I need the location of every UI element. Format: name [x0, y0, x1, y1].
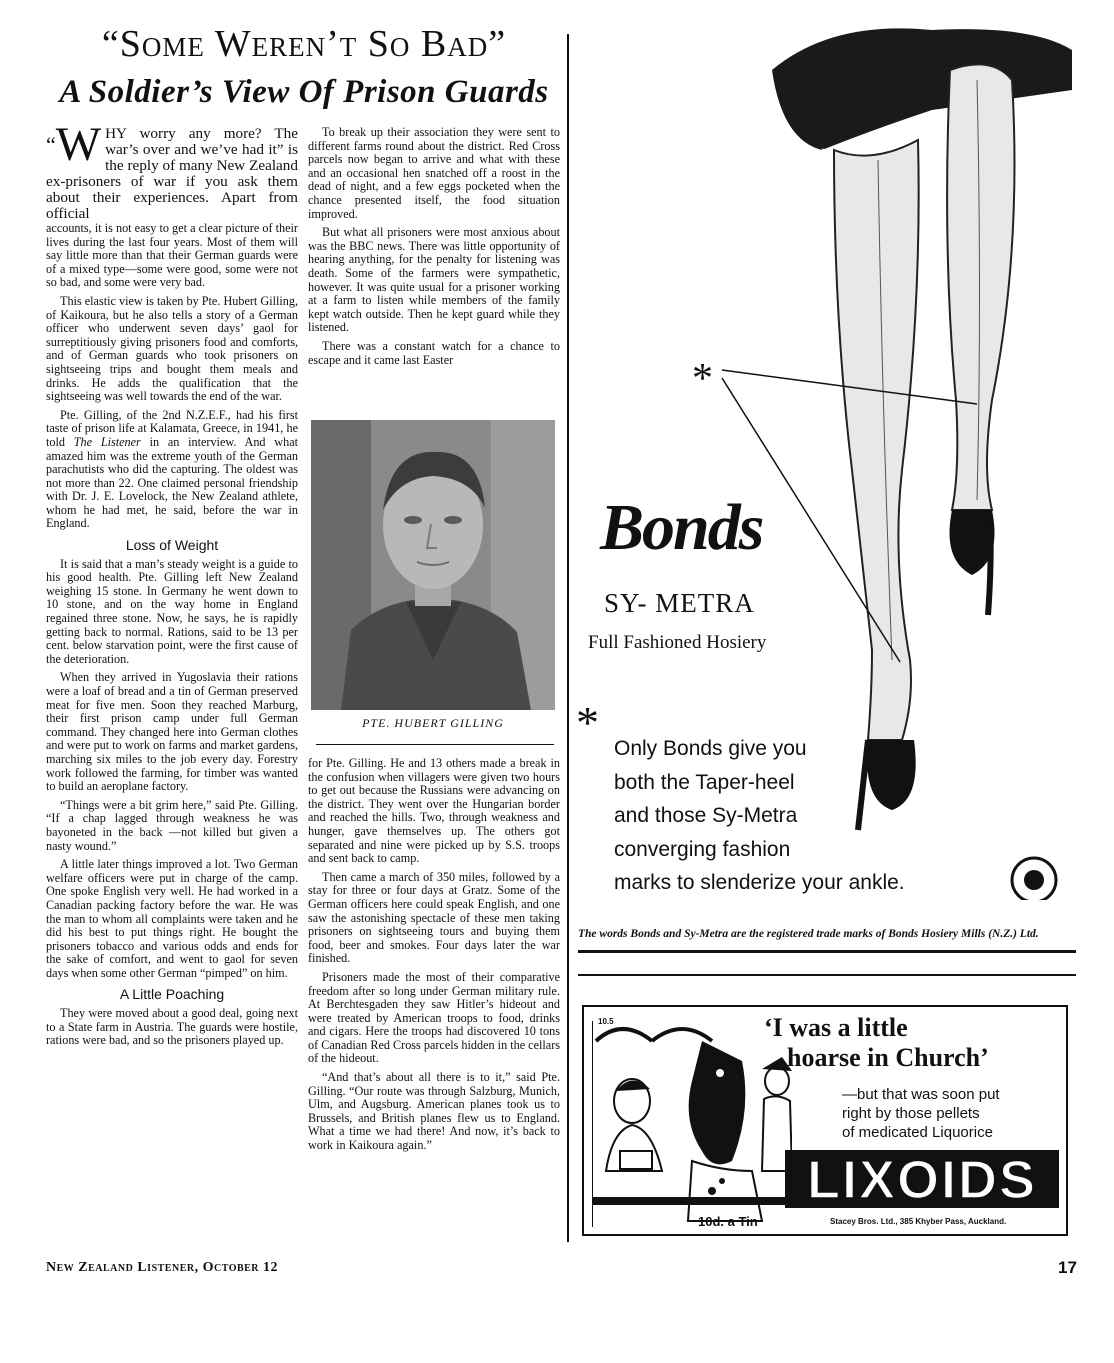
bonds-copy-line: marks to slenderize your ankle.	[614, 871, 905, 894]
lixoids-subtext-line: —but that was soon put	[842, 1086, 1000, 1103]
lixoids-subtext	[842, 1085, 1000, 1142]
paragraph: There was a constant watch for a chance to escape and it came last Easter	[308, 338, 560, 367]
bonds-copy-line: and those Sy-Metra	[614, 804, 798, 827]
lixoids-code: 10.5	[598, 1017, 614, 1026]
photo-caption: PTE. HUBERT GILLING	[362, 716, 504, 730]
portrait-photo	[311, 420, 555, 710]
section-heading: Loss of Weight	[125, 537, 219, 554]
paragraph: Prisoners made the most of their comparative freedom after so long under German military rule. At Berchtesgaden they saw Hitler’s hideout and were treated by American troops to food, drinks and cigars. Here the troops had discovered 10 tons of Canadian Red Cross parcels hidden in the cellars of the hideout.	[308, 969, 560, 1066]
lixoids-advertisement	[582, 1005, 1068, 1236]
article-column-2-top	[308, 126, 560, 372]
bonds-tagline: Full Fashioned Hosiery	[588, 632, 767, 653]
divider	[578, 974, 1076, 976]
lead-text: HY worry any more? The war’s over and we’ve had it” is the reply of many New Zealand ex-prisoners of war if you ask them about their experiences. Apart from official	[46, 125, 298, 222]
paragraph: When they arrived in Yugoslavia their rations were a loaf of bread and a tin of German preserved meat for five men. Soon they reached Marburg, their first prison camp under full German command. They changed here into German clothes and were put to work on farms and market gardens, marching six miles to the job every day. Forestry work followed the farming, for timber was wanted to build an aeroplane factory.	[46, 670, 298, 794]
bonds-copy	[614, 732, 905, 900]
bonds-advertisement	[572, 0, 1090, 975]
asterisk-icon: *	[692, 356, 713, 402]
lixoids-logo	[784, 1149, 1060, 1209]
paragraph: Then came a march of 350 miles, followed by a stay for three or four days at Gratz. Some of the German officers here could speak English, and one saw the astonishing spectacle of these men taking prisoners on sightseeing tours and buying them food, beer and smokes. Four days later the war finished.	[308, 869, 560, 966]
paragraph: They were moved about a good deal, going next to a State farm in Austria. The guards were hostile, rations were bad, and so the prisoners played up.	[46, 1006, 298, 1048]
bonds-copy-line: Only Bonds give you	[614, 737, 807, 760]
page-footer-publication: New Zealand Listener, October 12	[46, 1260, 279, 1275]
article-headline: “Some Weren’t So Bad”	[101, 23, 507, 65]
lixoids-brand: LIXOIDS	[806, 1150, 1038, 1209]
article-column-2-bottom	[308, 757, 560, 1158]
paragraph: A little later things improved a lot. Two German welfare officers were put in charge of the camp. One spoke English very well. He had worked in a Canadian packing factory before the war. He was the man to whom all complaints were taken and he did his best to put things right. He bought the prisoners tobacco and various odds and ends for the sake of comfort, and went to gaol for seven days when some other German “pimped” on him.	[46, 857, 298, 980]
lixoids-subtext-line: of medicated Liquorice	[842, 1124, 993, 1141]
lixoids-headline-1: ‘I was a little	[764, 1013, 908, 1042]
publication-name: The Listener	[73, 434, 141, 449]
paragraph-text: Pte. Gilling, of the 2nd N.Z.E.F., had his first taste of prison life at Kalamata, Greece, in 1941, he told	[46, 407, 298, 449]
paragraph: accounts, it is not easy to get a clear picture of their lives during the last four years. Most of them will say little more than that their German guards were of a mixed type—some were good, some were not so bad, and some were very bad.	[46, 221, 298, 290]
paragraph: for Pte. Gilling. He and 13 others made a break in the confusion when villagers were given two hours to get out because the Russians were advancing on the district. They went over the Hungarian border and reached the hills. Two, through weakness and hunger, gave themselves up. The others got separated and nine were picked up by S.S. troops and sent back to camp.	[308, 756, 560, 866]
lixoids-maker: Stacey Bros. Ltd., 385 Khyber Pass, Auckland.	[830, 1217, 1007, 1226]
paragraph: To break up their association they were sent to different farms round about the district. Red Cross parcels now began to arrive and what with these and an occasional hen snatched off a roost in the dead of night, and a few eggs pocketed when the chance presented itself, the food situation improved.	[308, 125, 560, 221]
lixoids-price: 10d. a Tin	[698, 1214, 758, 1229]
bonds-copy-line: converging fashion	[614, 837, 791, 861]
asterisk-icon: *	[576, 697, 599, 748]
dropcap-letter: W	[55, 118, 102, 171]
paragraph-text: in an interview. And what amazed him was the extreme youth of the German parachutists who did the capturing. The oldest was not more than 22. One claimed personal friendship with Dr. J. E. Lovelock, the New Zealand athlete, whom he had met, he said, before the war in England.	[46, 434, 298, 531]
bonds-product: SY- METRA	[604, 588, 755, 618]
paragraph: “And that’s about all there is to it,” said Pte. Gilling. “Our route was through Salzburg, Munich, Ulm, and Augsburg. American planes took us to Brussels, and British planes flew us to England. What a time we had there! And now, it’s back to work in Kaikoura again.”	[308, 1070, 560, 1153]
bonds-copy-line: both the Taper-heel	[614, 770, 795, 794]
paragraph	[46, 409, 298, 531]
bonds-brand: Bonds	[600, 491, 763, 564]
church-horse-illustration	[592, 1021, 792, 1227]
lead-paragraph	[46, 118, 298, 222]
article-column-1	[46, 118, 298, 1053]
paragraph: But what all prisoners were most anxious about was the BBC news. There was little opportunity of hearing anything, for the penalty for listening was death. Some of the farmers were sympathetic, however. It was quite usual for a prisoner working at a farm to listen while members of the family kept watch outside. Then he kept guard while they listened.	[308, 225, 560, 335]
page-number: 17	[1058, 1258, 1077, 1277]
dropcap-quote: “	[46, 132, 56, 157]
article-subheadline: A Soldier’s View Of Prison Guards	[59, 74, 549, 110]
paragraph: This elastic view is taken by Pte. Hubert Gilling, of Kaikoura, but he also tells a story of a German officer who underwent seven days’ gaol for surreptitiously giving prisoners food and comforts, and of German guards who took prisoners on sightseeing trips and bought them meals and drinks. He adds the qualification that the sightseeing was well towards the end of the war.	[46, 293, 298, 404]
paragraph: “Things were a bit grim here,” said Pte. Gilling. “If a chap lagged through weakness he was bayoneted in the back —not killed but given a nasty wound.”	[46, 797, 298, 853]
portrait-illustration	[311, 420, 555, 710]
dropcap	[46, 118, 102, 171]
bonds-trademark-note: The words Bonds and Sy-Metra are the registered trade marks of Bonds Hosiery Mills (N.Z.) Ltd.	[578, 928, 1039, 940]
lixoids-headline-2: hoarse in Church’	[787, 1043, 989, 1072]
column-divider	[567, 34, 569, 1242]
divider	[578, 950, 1076, 953]
section-heading: A Little Poaching	[119, 986, 225, 1003]
lixoids-subtext-line: right by those pellets	[842, 1105, 980, 1122]
divider	[316, 744, 554, 745]
paragraph: It is said that a man’s steady weight is a guide to his good health. Pte. Gilling left New Zealand weighing 15 stone. In Germany he went down to 10 stone, and on the way home in England regained three stone. Now, he says, he is rapidly getting back to normal. Rations, said to be 13 per cent. below starvation point, were the first cause of the deterioration.	[46, 556, 298, 666]
